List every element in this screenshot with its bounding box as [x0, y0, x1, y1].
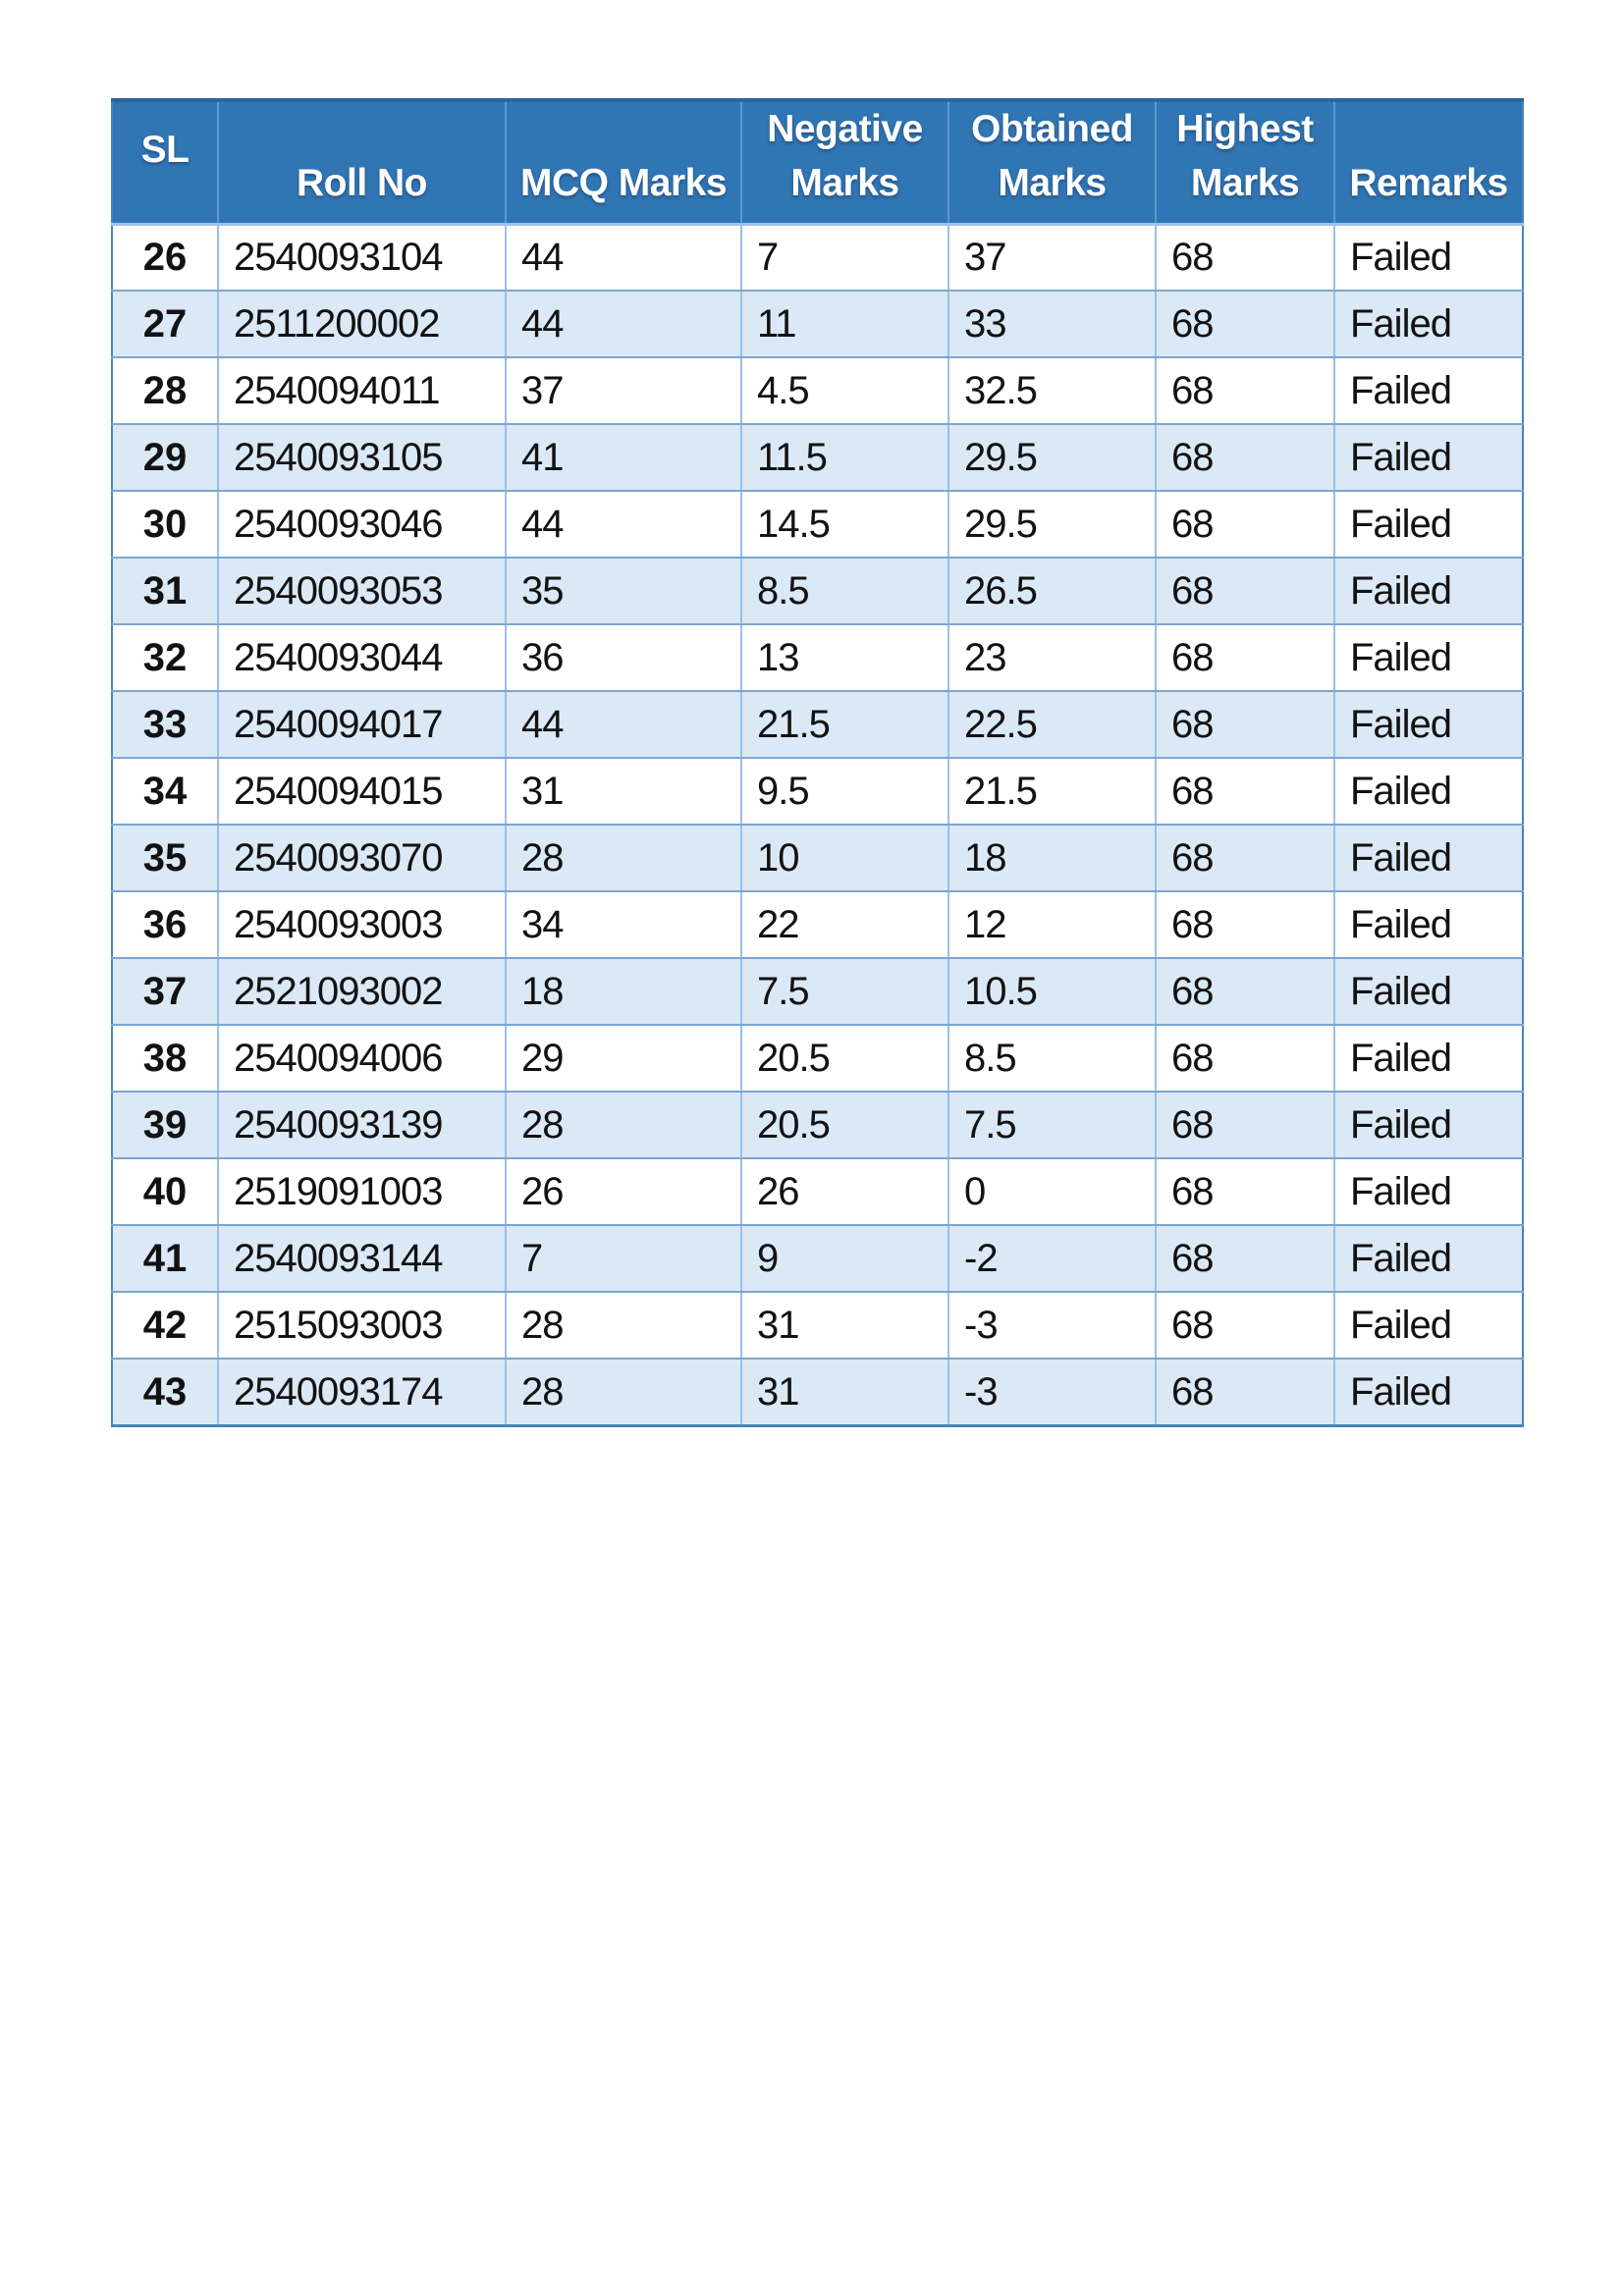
table-cell-remarks: Failed	[1334, 1025, 1523, 1092]
table-cell-mcq: 18	[506, 958, 741, 1025]
table-cell-negative: 9.5	[741, 758, 948, 825]
table-cell-roll: 2540093053	[218, 558, 506, 624]
table-cell-roll: 2540093070	[218, 825, 506, 891]
table-cell-negative: 7.5	[741, 958, 948, 1025]
table-cell-remarks: Failed	[1334, 624, 1523, 691]
table-cell-obtained: 29.5	[948, 424, 1156, 491]
table-cell-roll: 2540093003	[218, 891, 506, 958]
table-cell-sl: 26	[112, 224, 218, 291]
table-cell-highest: 68	[1156, 758, 1334, 825]
table-cell-remarks: Failed	[1334, 1292, 1523, 1359]
table-cell-remarks: Failed	[1334, 758, 1523, 825]
table-cell-remarks: Failed	[1334, 357, 1523, 424]
table-cell-highest: 68	[1156, 291, 1334, 357]
table-cell-obtained: -3	[948, 1359, 1156, 1425]
table-cell-negative: 7	[741, 224, 948, 291]
table-row	[112, 825, 1523, 891]
table-row	[112, 1025, 1523, 1092]
table-cell-sl: 30	[112, 491, 218, 558]
table-cell-highest: 68	[1156, 1158, 1334, 1225]
column-header-roll-no: Roll No	[218, 100, 506, 224]
table-cell-sl: 36	[112, 891, 218, 958]
column-header-mcq-marks: MCQ Marks	[506, 100, 741, 224]
table-cell-obtained: 8.5	[948, 1025, 1156, 1092]
table-cell-roll: 2519091003	[218, 1158, 506, 1225]
table-cell-obtained: 33	[948, 291, 1156, 357]
table-cell-highest: 68	[1156, 558, 1334, 624]
table-cell-remarks: Failed	[1334, 691, 1523, 758]
table-cell-mcq: 44	[506, 291, 741, 357]
table-row	[112, 624, 1523, 691]
table-row	[112, 424, 1523, 491]
table-row	[112, 1359, 1523, 1425]
table-row	[112, 1092, 1523, 1158]
table-cell-sl: 32	[112, 624, 218, 691]
table-cell-roll: 2540094015	[218, 758, 506, 825]
table-cell-negative: 4.5	[741, 357, 948, 424]
table-cell-mcq: 28	[506, 1092, 741, 1158]
table-row	[112, 491, 1523, 558]
table-cell-mcq: 41	[506, 424, 741, 491]
results-table	[111, 98, 1524, 1427]
table-cell-highest: 68	[1156, 491, 1334, 558]
column-header-obtained-marks: Obtained Marks	[948, 100, 1156, 224]
table-cell-obtained: 29.5	[948, 491, 1156, 558]
table-row	[112, 891, 1523, 958]
table-cell-sl: 42	[112, 1292, 218, 1359]
table-cell-sl: 37	[112, 958, 218, 1025]
table-cell-highest: 68	[1156, 891, 1334, 958]
table-cell-roll: 2540094006	[218, 1025, 506, 1092]
table-cell-sl: 33	[112, 691, 218, 758]
table-cell-sl: 35	[112, 825, 218, 891]
table-cell-highest: 68	[1156, 624, 1334, 691]
table-cell-negative: 26	[741, 1158, 948, 1225]
table-cell-mcq: 28	[506, 1292, 741, 1359]
table-cell-obtained: 12	[948, 891, 1156, 958]
table-cell-mcq: 44	[506, 224, 741, 291]
table-cell-remarks: Failed	[1334, 891, 1523, 958]
table-cell-negative: 10	[741, 825, 948, 891]
table-cell-highest: 68	[1156, 1092, 1334, 1158]
table-cell-sl: 29	[112, 424, 218, 491]
table-row	[112, 1225, 1523, 1292]
table-cell-obtained: 0	[948, 1158, 1156, 1225]
table-cell-roll: 2521093002	[218, 958, 506, 1025]
table-cell-obtained: 22.5	[948, 691, 1156, 758]
table-row	[112, 291, 1523, 357]
table-cell-mcq: 7	[506, 1225, 741, 1292]
table-cell-mcq: 37	[506, 357, 741, 424]
column-header-sl: SL	[112, 100, 218, 224]
table-cell-remarks: Failed	[1334, 491, 1523, 558]
table-row	[112, 224, 1523, 291]
table-cell-roll: 2540094017	[218, 691, 506, 758]
table-cell-obtained: 18	[948, 825, 1156, 891]
table-cell-highest: 68	[1156, 958, 1334, 1025]
table-cell-negative: 31	[741, 1292, 948, 1359]
table-cell-roll: 2540093046	[218, 491, 506, 558]
table-cell-mcq: 44	[506, 491, 741, 558]
table-cell-roll: 2540093044	[218, 624, 506, 691]
table-cell-sl: 28	[112, 357, 218, 424]
table-cell-highest: 68	[1156, 691, 1334, 758]
table-cell-mcq: 28	[506, 1359, 741, 1425]
table-cell-obtained: 7.5	[948, 1092, 1156, 1158]
table-cell-obtained: 21.5	[948, 758, 1156, 825]
table-row	[112, 558, 1523, 624]
table-cell-negative: 11	[741, 291, 948, 357]
table-cell-obtained: 23	[948, 624, 1156, 691]
table-cell-obtained: 10.5	[948, 958, 1156, 1025]
table-cell-remarks: Failed	[1334, 224, 1523, 291]
table-row	[112, 691, 1523, 758]
table-cell-negative: 13	[741, 624, 948, 691]
table-cell-roll: 2540093144	[218, 1225, 506, 1292]
table-cell-sl: 34	[112, 758, 218, 825]
table-cell-negative: 22	[741, 891, 948, 958]
table-cell-remarks: Failed	[1334, 558, 1523, 624]
table-cell-remarks: Failed	[1334, 825, 1523, 891]
table-cell-remarks: Failed	[1334, 424, 1523, 491]
table-cell-negative: 20.5	[741, 1025, 948, 1092]
table-cell-mcq: 28	[506, 825, 741, 891]
table-cell-roll: 2540093105	[218, 424, 506, 491]
column-header-negative-marks: Negative Marks	[741, 100, 948, 224]
table-cell-negative: 9	[741, 1225, 948, 1292]
table-cell-remarks: Failed	[1334, 958, 1523, 1025]
table-cell-mcq: 35	[506, 558, 741, 624]
table-cell-remarks: Failed	[1334, 1359, 1523, 1425]
column-header-highest-marks: Highest Marks	[1156, 100, 1334, 224]
table-row	[112, 1292, 1523, 1359]
table-cell-mcq: 44	[506, 691, 741, 758]
table-cell-mcq: 34	[506, 891, 741, 958]
table-cell-negative: 14.5	[741, 491, 948, 558]
table-cell-roll: 2540093139	[218, 1092, 506, 1158]
table-cell-roll: 2540093104	[218, 224, 506, 291]
table-cell-highest: 68	[1156, 424, 1334, 491]
table-header	[112, 100, 1523, 224]
table-body	[112, 224, 1523, 1425]
table-cell-obtained: 26.5	[948, 558, 1156, 624]
table-cell-highest: 68	[1156, 357, 1334, 424]
table-cell-obtained: -2	[948, 1225, 1156, 1292]
table-cell-sl: 31	[112, 558, 218, 624]
table-cell-negative: 31	[741, 1359, 948, 1425]
table-cell-mcq: 26	[506, 1158, 741, 1225]
table-cell-remarks: Failed	[1334, 1225, 1523, 1292]
table-cell-sl: 41	[112, 1225, 218, 1292]
table-cell-sl: 39	[112, 1092, 218, 1158]
header-row	[112, 100, 1523, 224]
table-cell-highest: 68	[1156, 1359, 1334, 1425]
table-row	[112, 758, 1523, 825]
table-row	[112, 1158, 1523, 1225]
table-cell-remarks: Failed	[1334, 1158, 1523, 1225]
table-cell-highest: 68	[1156, 825, 1334, 891]
table-cell-mcq: 36	[506, 624, 741, 691]
table-cell-negative: 21.5	[741, 691, 948, 758]
table-cell-negative: 11.5	[741, 424, 948, 491]
table-cell-sl: 40	[112, 1158, 218, 1225]
table-cell-remarks: Failed	[1334, 1092, 1523, 1158]
table-cell-negative: 20.5	[741, 1092, 948, 1158]
table-cell-negative: 8.5	[741, 558, 948, 624]
table-row	[112, 958, 1523, 1025]
table-cell-highest: 68	[1156, 224, 1334, 291]
table-cell-mcq: 29	[506, 1025, 741, 1092]
table-row	[112, 357, 1523, 424]
table-cell-obtained: -3	[948, 1292, 1156, 1359]
table-cell-remarks: Failed	[1334, 291, 1523, 357]
table-cell-mcq: 31	[506, 758, 741, 825]
table-cell-roll: 2515093003	[218, 1292, 506, 1359]
table-cell-obtained: 37	[948, 224, 1156, 291]
table-cell-obtained: 32.5	[948, 357, 1156, 424]
table-cell-sl: 38	[112, 1025, 218, 1092]
table-cell-roll: 2540094011	[218, 357, 506, 424]
table-cell-highest: 68	[1156, 1292, 1334, 1359]
table-cell-sl: 43	[112, 1359, 218, 1425]
table-cell-roll: 2540093174	[218, 1359, 506, 1425]
column-header-remarks: Remarks	[1334, 100, 1523, 224]
table-cell-sl: 27	[112, 291, 218, 357]
table-cell-highest: 68	[1156, 1025, 1334, 1092]
table-cell-highest: 68	[1156, 1225, 1334, 1292]
table-cell-roll: 2511200002	[218, 291, 506, 357]
